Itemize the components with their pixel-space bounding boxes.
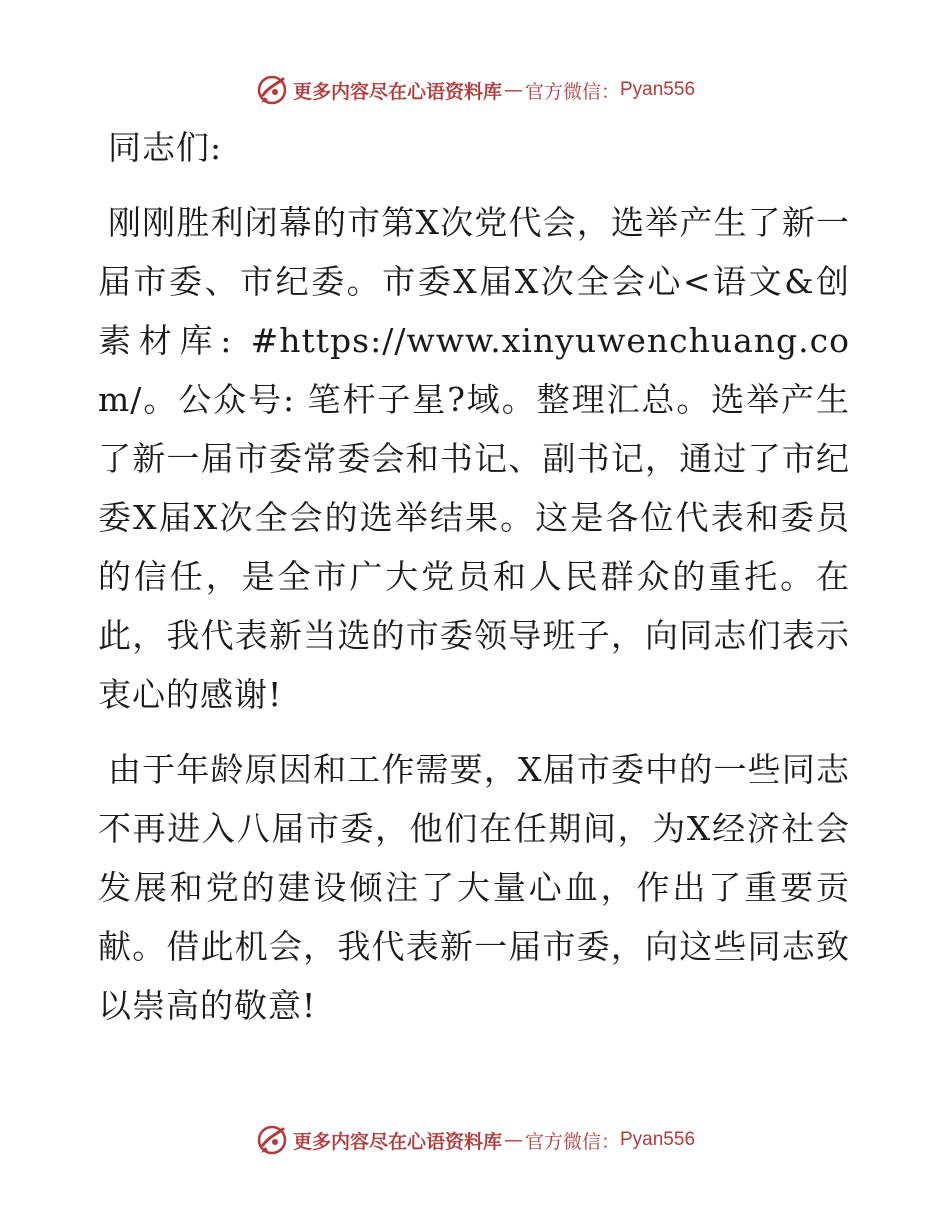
brush-pen-logo-icon [255,1123,289,1157]
paragraph: 刚刚胜利闭幕的市第X次党代会，选举产生了新一届市委、市纪委。市委X届X次全会心<语文&创素材库: #https://www.xinyuwenchuang.com/。公众号: 笔杆子星?域。整理汇总。选举产生了新一届市委常委会和书记、副书记，通过了市纪委X届X次全会的选举结果。这是各位代表和委员的信任，是全市广大党员和人民群众的重托。在此，我代表新当选的市委领导班子，向同志们表示衷心的感谢! [98,203,850,714]
watermark-wechat-id: Pyan556 [620,1129,696,1150]
watermark-official-label: 官方微信： [524,80,620,103]
watermark-separator: — [503,79,523,101]
watermark-slogan: 更多内容尽在心语资料库 [292,1130,502,1153]
salutation: 同志们: [108,128,223,167]
watermark-official-label: 官方微信： [524,1130,620,1153]
paragraph: 由于年龄原因和工作需要，X届市委中的一些同志不再进入八届市委，他们在任期间，为X经济社会发展和党的建设倾注了大量心血，作出了重要贡献。借此机会，我代表新一届市委，向这些同志致以崇高的敬意! [98,750,850,1025]
watermark-separator: — [503,1129,523,1151]
document-body [98,118,850,1035]
brush-pen-logo-icon [255,73,289,107]
header-watermark [0,70,950,110]
watermark-slogan: 更多内容尽在心语资料库 [292,80,502,103]
watermark-wechat-id: Pyan556 [620,79,696,100]
footer-watermark [0,1120,950,1160]
